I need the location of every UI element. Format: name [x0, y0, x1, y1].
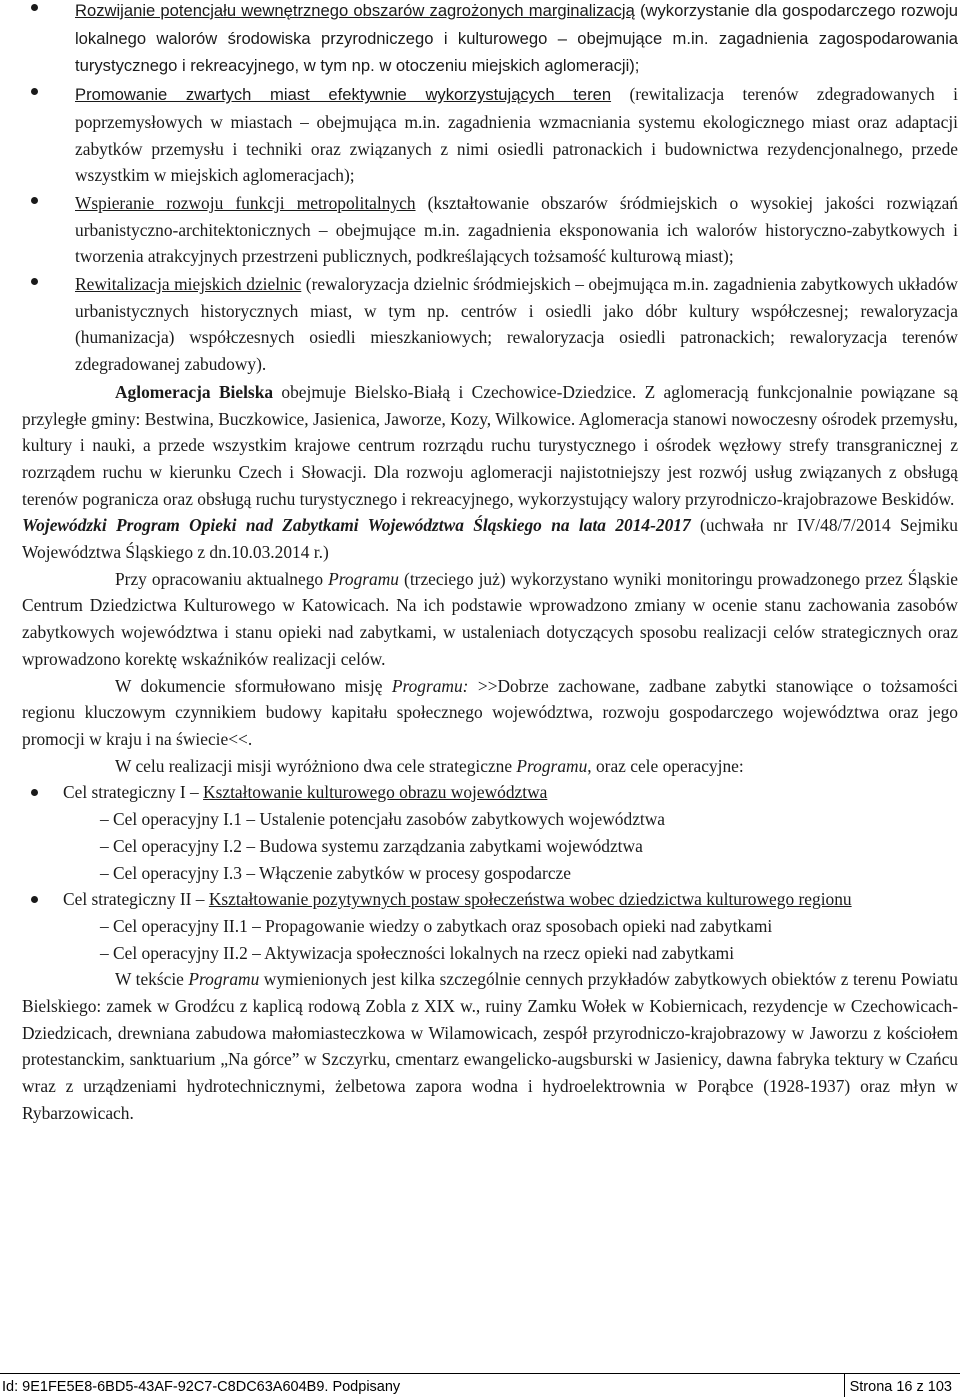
list-item: [22, 271, 958, 378]
program-title-paragraph: Wojewódzki Program Opieki nad Zabytkami Województwa Śląskiego na lata 2014-2017 (uchwała nr IV/48/7/2014 Sejmiku Województwa Śląskiego z dn.10.03.2014 r.): [22, 515, 958, 563]
bullet-text: Rewitalizacja miejskich dzielnic (rewaloryzacja dzielnic śródmiejskich – obejmująca m.in. zagadnienia zabytkowych układów urbanistycznych historycznych miast, w tym np. centrów i osiedli jako dóbr kultury współczesnej; rewaloryzacja (humanizacja) współczesnych osiedli mieszkaniowych; rewaloryzacja osiedli patronackich; rewaloryzacja terenów zdegradowanej zabudowy).: [75, 274, 958, 375]
operational-goal: – Cel operacyjny I.2 – Budowa systemu zarządzania zabytkami województwa: [100, 835, 643, 856]
program-title: Wojewódzki Program Opieki nad Zabytkami Województwa Śląskiego na lata 2014-2017: [22, 515, 691, 536]
page-number: Strona 16 z 103: [849, 1379, 952, 1395]
operational-goal: – Cel operacyjny II.1 – Propagowanie wiedzy o zabytkach oraz sposobach opieki nad zabytkami: [100, 915, 773, 936]
aglomeracja-paragraph: Aglomeracja Bielska obejmuje Bielsko-Białą i Czechowice-Dziedzice. Z aglomeracją funkcjonalnie powiązane są przyległe gminy: Bestwina, Buczkowice, Jasienica, Jaworze, Kozy, Wilkowice. Aglomeracja stanowi nowoczesny ośrodek przemysłu, kultury i nauki, a przede wszystkim krajowe centrum rozrządu ruchu turystycznego i ośrodek węzłowy strefy transgranicznej z rozrządem ruchu w kierunku Czech i Słowacji. Dla rozwoju aglomeracji najistotniejszy jest rozwój usług związanych z obsługą terenów pogranicza oraz obsługą ruchu turystycznego i rekreacyjnego, wykorzystujący walory przyrodniczo-krajobrazowe Beskidów.: [22, 381, 958, 509]
bullet-icon: [31, 88, 38, 95]
aglomeracja-heading: Aglomeracja Bielska: [115, 381, 274, 402]
list-item: [22, 0, 958, 80]
operational-goal: – Cel operacyjny I.3 – Włączenie zabytków w procesy gospodarcze: [100, 862, 571, 883]
bullet-heading: Rewitalizacja miejskich dzielnic: [75, 274, 302, 295]
bullet-icon: [31, 197, 38, 204]
bullet-heading: Wspieranie rozwoju funkcji metropolitalnych: [75, 192, 416, 213]
strategic-goal-name: Kształtowanie kulturowego obrazu województwa: [203, 782, 548, 803]
bullet-text: Wspieranie rozwoju funkcji metropolitalnych (kształtowanie obszarów śródmiejskich o wysokiej jakości rozwiązań urbanistyczno-architektonicznych – obejmujące m.in. zagadnienia eksponowania ich walorów historyczno-zabytkowych i tworzenia atrakcyjnych przestrzeni publicznych, podkreślających tożsamość kulturową miast);: [75, 192, 959, 267]
strategic-goal: Cel strategiczny II – Kształtowanie pozytywnych postaw społeczeństwa wobec dziedzictwa kulturowego regionu: [22, 886, 958, 913]
bullet-heading: Rozwijanie potencjału wewnętrznego obszarów zagrożonych marginalizacją: [75, 1, 635, 20]
list-item: [22, 81, 958, 189]
bullet-icon: [31, 789, 38, 796]
operational-goal: – Cel operacyjny II.2 – Aktywizacja społeczności lokalnych na rzecz opieki nad zabytkami: [100, 942, 735, 963]
footer-divider: [844, 1374, 845, 1397]
bullet-heading: Promowanie zwartych miast efektywnie wykorzystujących teren: [75, 85, 612, 105]
operational-goal: – Cel operacyjny I.1 – Ustalenie potencjału zasobów zabytkowych województwa: [100, 809, 666, 830]
mission-paragraph: W dokumencie sformułowano misję Programu: >>Dobrze zachowane, zadbane zabytki stanowiące o tożsamości regionu kluczowym czynnikiem budowy kapitału społecznego województwa, rozwoju gospodarczego województwa oraz jego promocji w kraju i na świecie<<.: [22, 675, 959, 749]
strategic-goal: Cel strategiczny I – Kształtowanie kulturowego obrazu województwa: [22, 779, 958, 806]
operational-goals: [22, 806, 958, 886]
page-footer: [0, 1373, 960, 1397]
document-id: Id: 9E1FE5E8-6BD5-43AF-92C7-C8DC63A604B9. Podpisany: [2, 1379, 401, 1395]
bullet-icon: [31, 896, 38, 903]
bullet-icon: [31, 4, 38, 11]
bullet-text: Promowanie zwartych miast efektywnie wykorzystujących teren (rewitalizacja terenów zdegradowanych i poprzemysłowych w miastach – obejmująca m.in. zagadnienia wzmacniania systemu ekologicznego miast oraz adaptacji zabytków przemysłu i techniki oraz związanych z nimi osiedli patronackich i budownictwa rezydencjonalnego, przede wszystkim w miejskich aglomeracjach);: [75, 84, 958, 186]
goals-intro-paragraph: W celu realizacji misji wyróżniono dwa cele strategiczne Programu, oraz cele operacyjne:: [115, 755, 744, 776]
operational-goals: [22, 913, 958, 966]
document-body: [22, 0, 958, 1127]
bullet-text: Rozwijanie potencjału wewnętrznego obszarów zagrożonych marginalizacją (wykorzystanie dla gospodarczego rozwoju lokalnego walorów środowiska przyrodniczego i kulturowego – obejmujące m.in. zagadnienia zagospodarowania turystycznego i rekreacyjnego, w tym np. w otoczeniu miejskich aglomeracji);: [75, 1, 958, 76]
bullet-icon: [31, 278, 38, 285]
strategic-goal-name: Kształtowanie pozytywnych postaw społeczeństwa wobec dziedzictwa kulturowego regionu: [208, 889, 852, 910]
list-item: [22, 190, 958, 270]
closing-paragraph: W tekście Programu wymienionych jest kilka szczególnie cennych przykładów zabytkowych obiektów z terenu Powiatu Bielskiego: zamek w Grodźcu z kaplicą rodową Zobla z XIX w., ruiny Zamku Wołek w Kobiernicach, rezydencje w Czechowicach-Dziedzicach, drewniana zabudowa małomiasteczkowa w Wilamowicach, zespół przyrodniczo-krajobrazowy w Jaworzu z kościołem protestanckim, sanktuarium „Na górce” w Szczyrku, cmentarz ewangelicko-augsburski w Jasienicy, dawna fabryka tektury w Czańcu wraz z urządzeniami hydrotechnicznymi, żelbetowa zapora wodna i hydroelektrownia w Porąbce (1928-1937) oraz młyn w Rybarzowicach.: [22, 969, 958, 1123]
program-paragraph: Przy opracowaniu aktualnego Programu (trzeciego już) wykorzystano wyniki monitoringu prowadzonego przez Śląskie Centrum Dziedzictwa Kulturowego w Katowicach. Na ich podstawie wprowadzono zmiany w ocenie stanu zachowania zasobów zabytkowych województwa i stanu opieki nad zabytkami, w ustaleniach dotyczących sposobu realizacji celów strategicznych oraz wprowadzono korektę wskaźników realizacji celów.: [22, 568, 958, 669]
